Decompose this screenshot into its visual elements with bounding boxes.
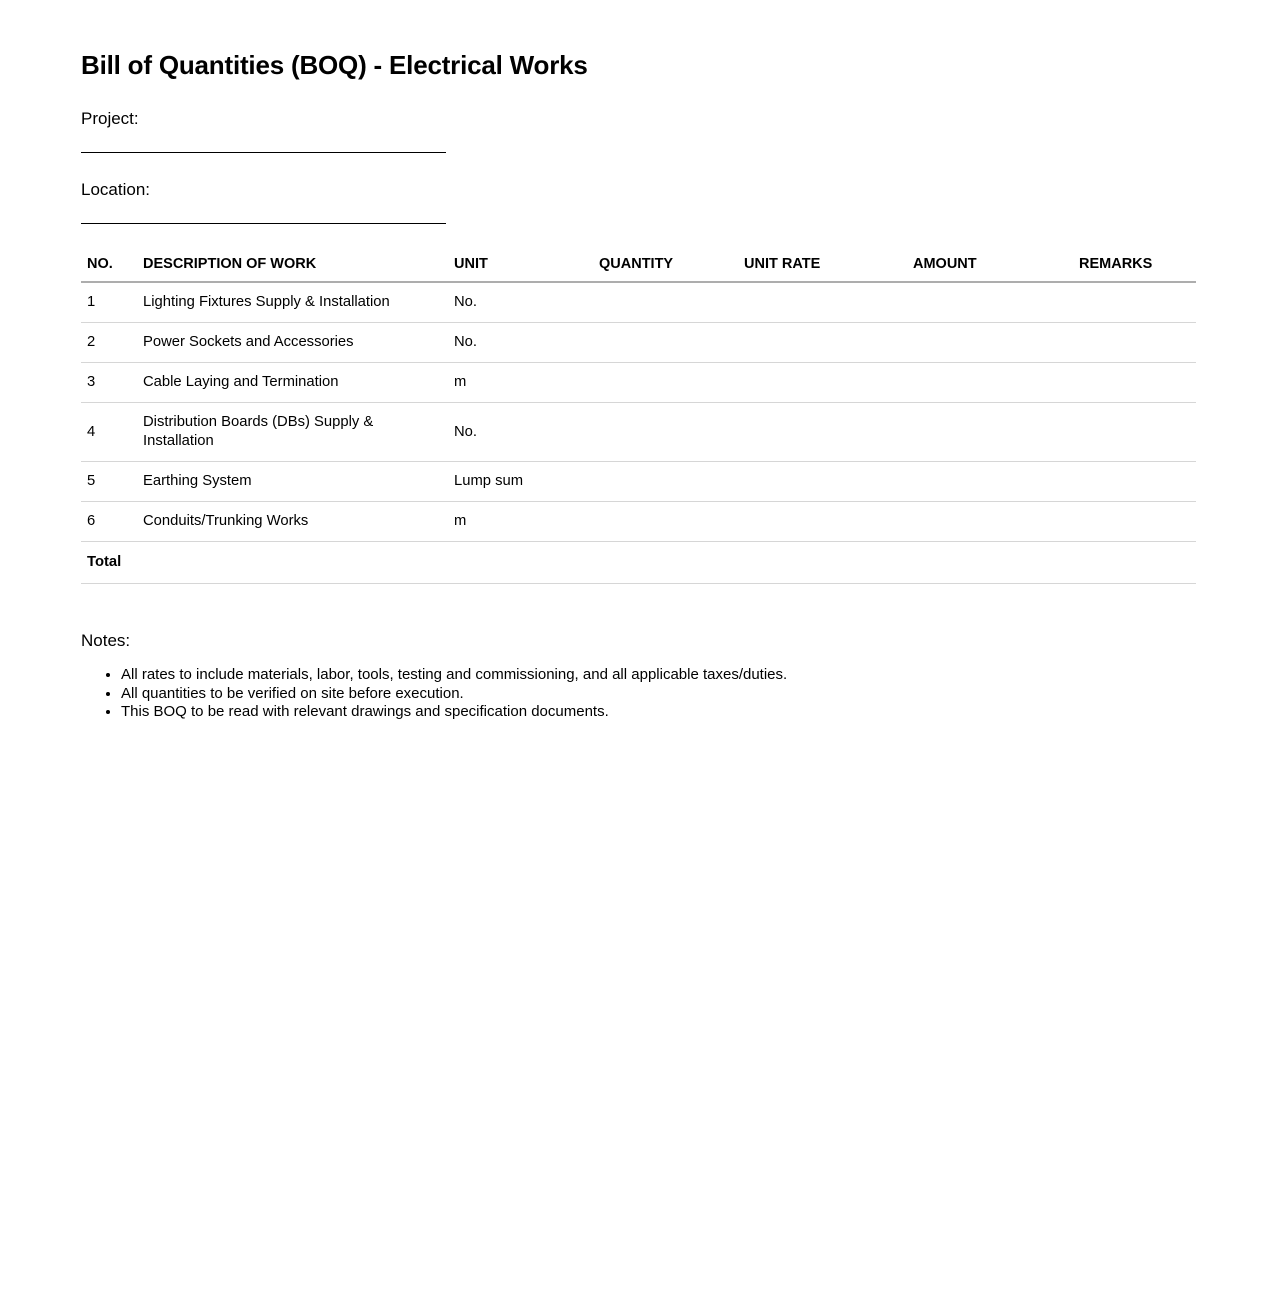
- cell-description: Earthing System: [137, 462, 448, 502]
- table-row: [81, 462, 1196, 502]
- cell-remarks[interactable]: [1073, 363, 1196, 403]
- column-header-description: DESCRIPTION OF WORK: [137, 252, 448, 282]
- cell-remarks[interactable]: [1073, 502, 1196, 542]
- cell-quantity[interactable]: [593, 282, 738, 323]
- cell-quantity[interactable]: [593, 502, 738, 542]
- column-header-amount: AMOUNT: [907, 252, 1073, 282]
- page-title: Bill of Quantities (BOQ) - Electrical Works: [81, 50, 588, 80]
- cell-no: 1: [81, 282, 137, 323]
- cell-amount[interactable]: [907, 323, 1073, 363]
- column-header-remarks: REMARKS: [1073, 252, 1196, 282]
- project-field: [81, 108, 1197, 153]
- table-row: [81, 363, 1196, 403]
- table-row: [81, 323, 1196, 363]
- cell-unit: Lump sum: [448, 462, 593, 502]
- cell-remarks[interactable]: [1073, 282, 1196, 323]
- cell-unit-rate[interactable]: [738, 502, 907, 542]
- total-label: Total: [81, 542, 907, 584]
- table-total-row: [81, 542, 1196, 584]
- cell-description: Power Sockets and Accessories: [137, 323, 448, 363]
- project-field-label: Project:: [81, 109, 139, 128]
- cell-amount[interactable]: [907, 282, 1073, 323]
- table-row: [81, 282, 1196, 323]
- cell-amount[interactable]: [907, 502, 1073, 542]
- cell-description: Cable Laying and Termination: [137, 363, 448, 403]
- table-header-row: [81, 252, 1196, 282]
- total-remarks[interactable]: [1073, 542, 1196, 584]
- cell-description: Lighting Fixtures Supply & Installation: [137, 282, 448, 323]
- cell-unit: m: [448, 363, 593, 403]
- cell-no: 3: [81, 363, 137, 403]
- column-header-no: NO.: [81, 252, 137, 282]
- cell-amount[interactable]: [907, 403, 1073, 462]
- notes-list: [81, 666, 1197, 722]
- cell-quantity[interactable]: [593, 323, 738, 363]
- cell-unit-rate[interactable]: [738, 462, 907, 502]
- column-header-unit: UNIT: [448, 252, 593, 282]
- boq-table: [81, 252, 1196, 584]
- location-field-label: Location:: [81, 180, 150, 199]
- cell-unit: m: [448, 502, 593, 542]
- list-item: • All rates to include materials, labor, tools, testing and commissioning, and all applicable taxes/duties.: [121, 666, 1197, 685]
- list-item: • All quantities to be verified on site before execution.: [121, 685, 1197, 704]
- cell-no: 5: [81, 462, 137, 502]
- cell-unit-rate[interactable]: [738, 323, 907, 363]
- list-item: • This BOQ to be read with relevant drawings and specification documents.: [121, 703, 1197, 722]
- table-row: [81, 502, 1196, 542]
- cell-no: 6: [81, 502, 137, 542]
- cell-unit: No.: [448, 282, 593, 323]
- cell-unit-rate[interactable]: [738, 403, 907, 462]
- cell-no: 2: [81, 323, 137, 363]
- notes-heading: Notes:: [81, 631, 131, 650]
- cell-quantity[interactable]: [593, 363, 738, 403]
- cell-unit-rate[interactable]: [738, 363, 907, 403]
- cell-quantity[interactable]: [593, 462, 738, 502]
- cell-remarks[interactable]: [1073, 403, 1196, 462]
- cell-unit: No.: [448, 323, 593, 363]
- cell-no: 4: [81, 403, 137, 462]
- cell-description: Conduits/Trunking Works: [137, 502, 448, 542]
- cell-remarks[interactable]: [1073, 462, 1196, 502]
- column-header-quantity: QUANTITY: [593, 252, 738, 282]
- total-amount-value[interactable]: [907, 542, 1073, 584]
- cell-description: Distribution Boards (DBs) Supply & Installation: [137, 403, 448, 462]
- cell-quantity[interactable]: [593, 403, 738, 462]
- location-field-rule[interactable]: [81, 223, 446, 224]
- cell-unit: No.: [448, 403, 593, 462]
- cell-amount[interactable]: [907, 462, 1073, 502]
- table-row: [81, 403, 1196, 462]
- project-field-rule[interactable]: [81, 152, 446, 153]
- cell-unit-rate[interactable]: [738, 282, 907, 323]
- column-header-unit-rate: UNIT RATE: [738, 252, 907, 282]
- location-field: [81, 179, 1197, 224]
- cell-amount[interactable]: [907, 363, 1073, 403]
- cell-remarks[interactable]: [1073, 323, 1196, 363]
